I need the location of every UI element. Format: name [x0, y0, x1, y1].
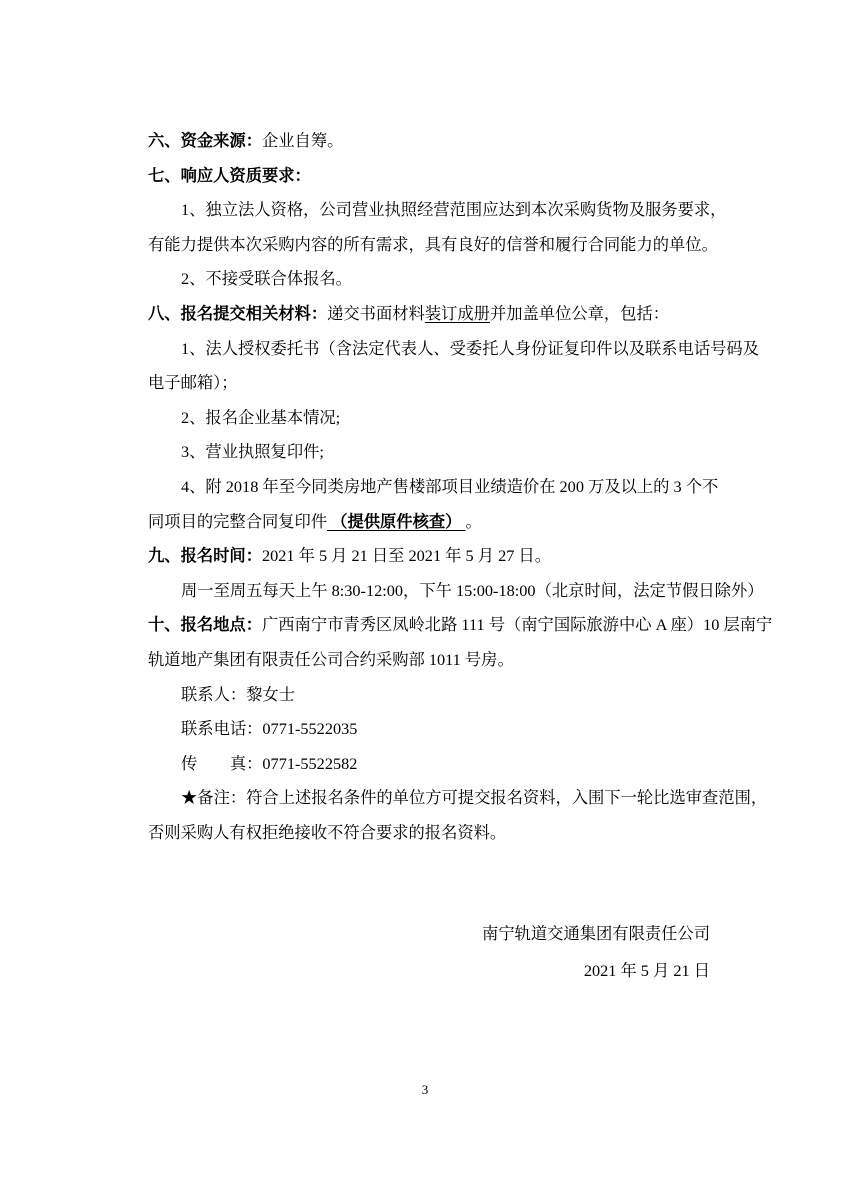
page-number: 3: [421, 1082, 429, 1097]
text-segment: 递交书面材料: [327, 303, 425, 323]
signature-company: 南宁轨道交通集团有限责任公司: [482, 924, 710, 944]
text-segment: 有能力提供本次采购内容的所有需求，具有良好的信誉和履行合同能力的单位。: [148, 234, 718, 254]
doc-line: [148, 401, 710, 436]
doc-line: [148, 332, 759, 367]
text-segment: 4、附 2018 年至今同类房地产售楼部项目业绩造价在 200 万及以上的 3 个不: [181, 476, 719, 496]
doc-line: [148, 816, 710, 851]
doc-line: [148, 262, 710, 297]
section-heading: 六、资金来源：: [148, 131, 262, 150]
doc-line-materials-heading: [148, 297, 710, 332]
doc-line-contact-phone: [148, 712, 710, 747]
text-segment: 。: [465, 511, 482, 531]
text-segment: 2、不接受联合体报名。: [181, 269, 352, 289]
doc-line-contact-person: [148, 678, 710, 713]
text-segment: 传 真：0771-5522582: [181, 753, 358, 773]
signature-date: 2021 年 5 月 21 日: [583, 961, 710, 981]
doc-line: [148, 366, 710, 401]
bold-underlined-text: （提供原件核查）: [327, 511, 466, 531]
section-heading: 九、报名时间：: [148, 546, 262, 566]
doc-line: [148, 193, 727, 228]
doc-line-time-heading: [148, 539, 710, 574]
text-segment: 联系人：黎女士: [181, 684, 295, 704]
text-segment: ★备注：符合上述报名条件的单位方可提交报名资料，入围下一轮比选审查范围，: [181, 788, 768, 808]
text-segment: 轨道地产集团有限责任公司合约采购部 1011 号房。: [148, 649, 514, 669]
text-segment: 联系电话：0771-5522035: [181, 719, 358, 739]
section-heading: 七、响应人资质要求：: [148, 165, 311, 185]
doc-line: [148, 228, 718, 263]
section-heading: 十、报名地点：: [148, 615, 262, 635]
text-segment: 2、报名企业基本情况;: [181, 407, 341, 427]
doc-line-location-heading: [148, 608, 773, 643]
underlined-text: 装订成册: [424, 303, 490, 323]
doc-line: [148, 643, 710, 678]
doc-line-remark: [148, 781, 768, 816]
text-segment: 周一至周五每天上午 8:30-12:00，下午 15:00-18:00（北京时间，法定节假日除外）: [181, 580, 764, 600]
doc-line-funding-source: [148, 124, 710, 159]
doc-line: [148, 470, 719, 505]
text-segment: 1、法人授权委托书（含法定代表人、受委托人身份证复印件以及联系电话号码及: [181, 338, 759, 358]
text-segment: 同项目的完整合同复印件: [148, 511, 328, 531]
text-segment: 企业自筹。: [261, 131, 344, 150]
doc-line: [148, 574, 764, 609]
text-segment: 广西南宁市青秀区凤岭北路 111 号（南宁国际旅游中心 A 座）10 层南宁: [261, 615, 773, 635]
text-segment: 3、营业执照复印件;: [181, 442, 324, 462]
document-body: [148, 124, 773, 989]
doc-line-fax: [148, 747, 710, 782]
text-segment: 1、独立法人资格，公司营业执照经营范围应达到本次采购货物及服务要求，: [181, 200, 727, 220]
doc-line: [148, 505, 710, 540]
doc-line: [148, 435, 710, 470]
doc-line-qualification-heading: [148, 159, 710, 194]
text-segment: 电子邮箱）；: [148, 373, 238, 393]
text-segment: 2021 年 5 月 21 日至 2021 年 5 月 27 日。: [261, 546, 551, 566]
text-segment: 否则采购人有权拒绝接收不符合要求的报名资料。: [148, 822, 507, 842]
text-segment: 并加盖单位公章，包括：: [489, 303, 670, 323]
signature-block: [148, 915, 710, 989]
section-heading: 八、报名提交相关材料：: [148, 303, 328, 323]
